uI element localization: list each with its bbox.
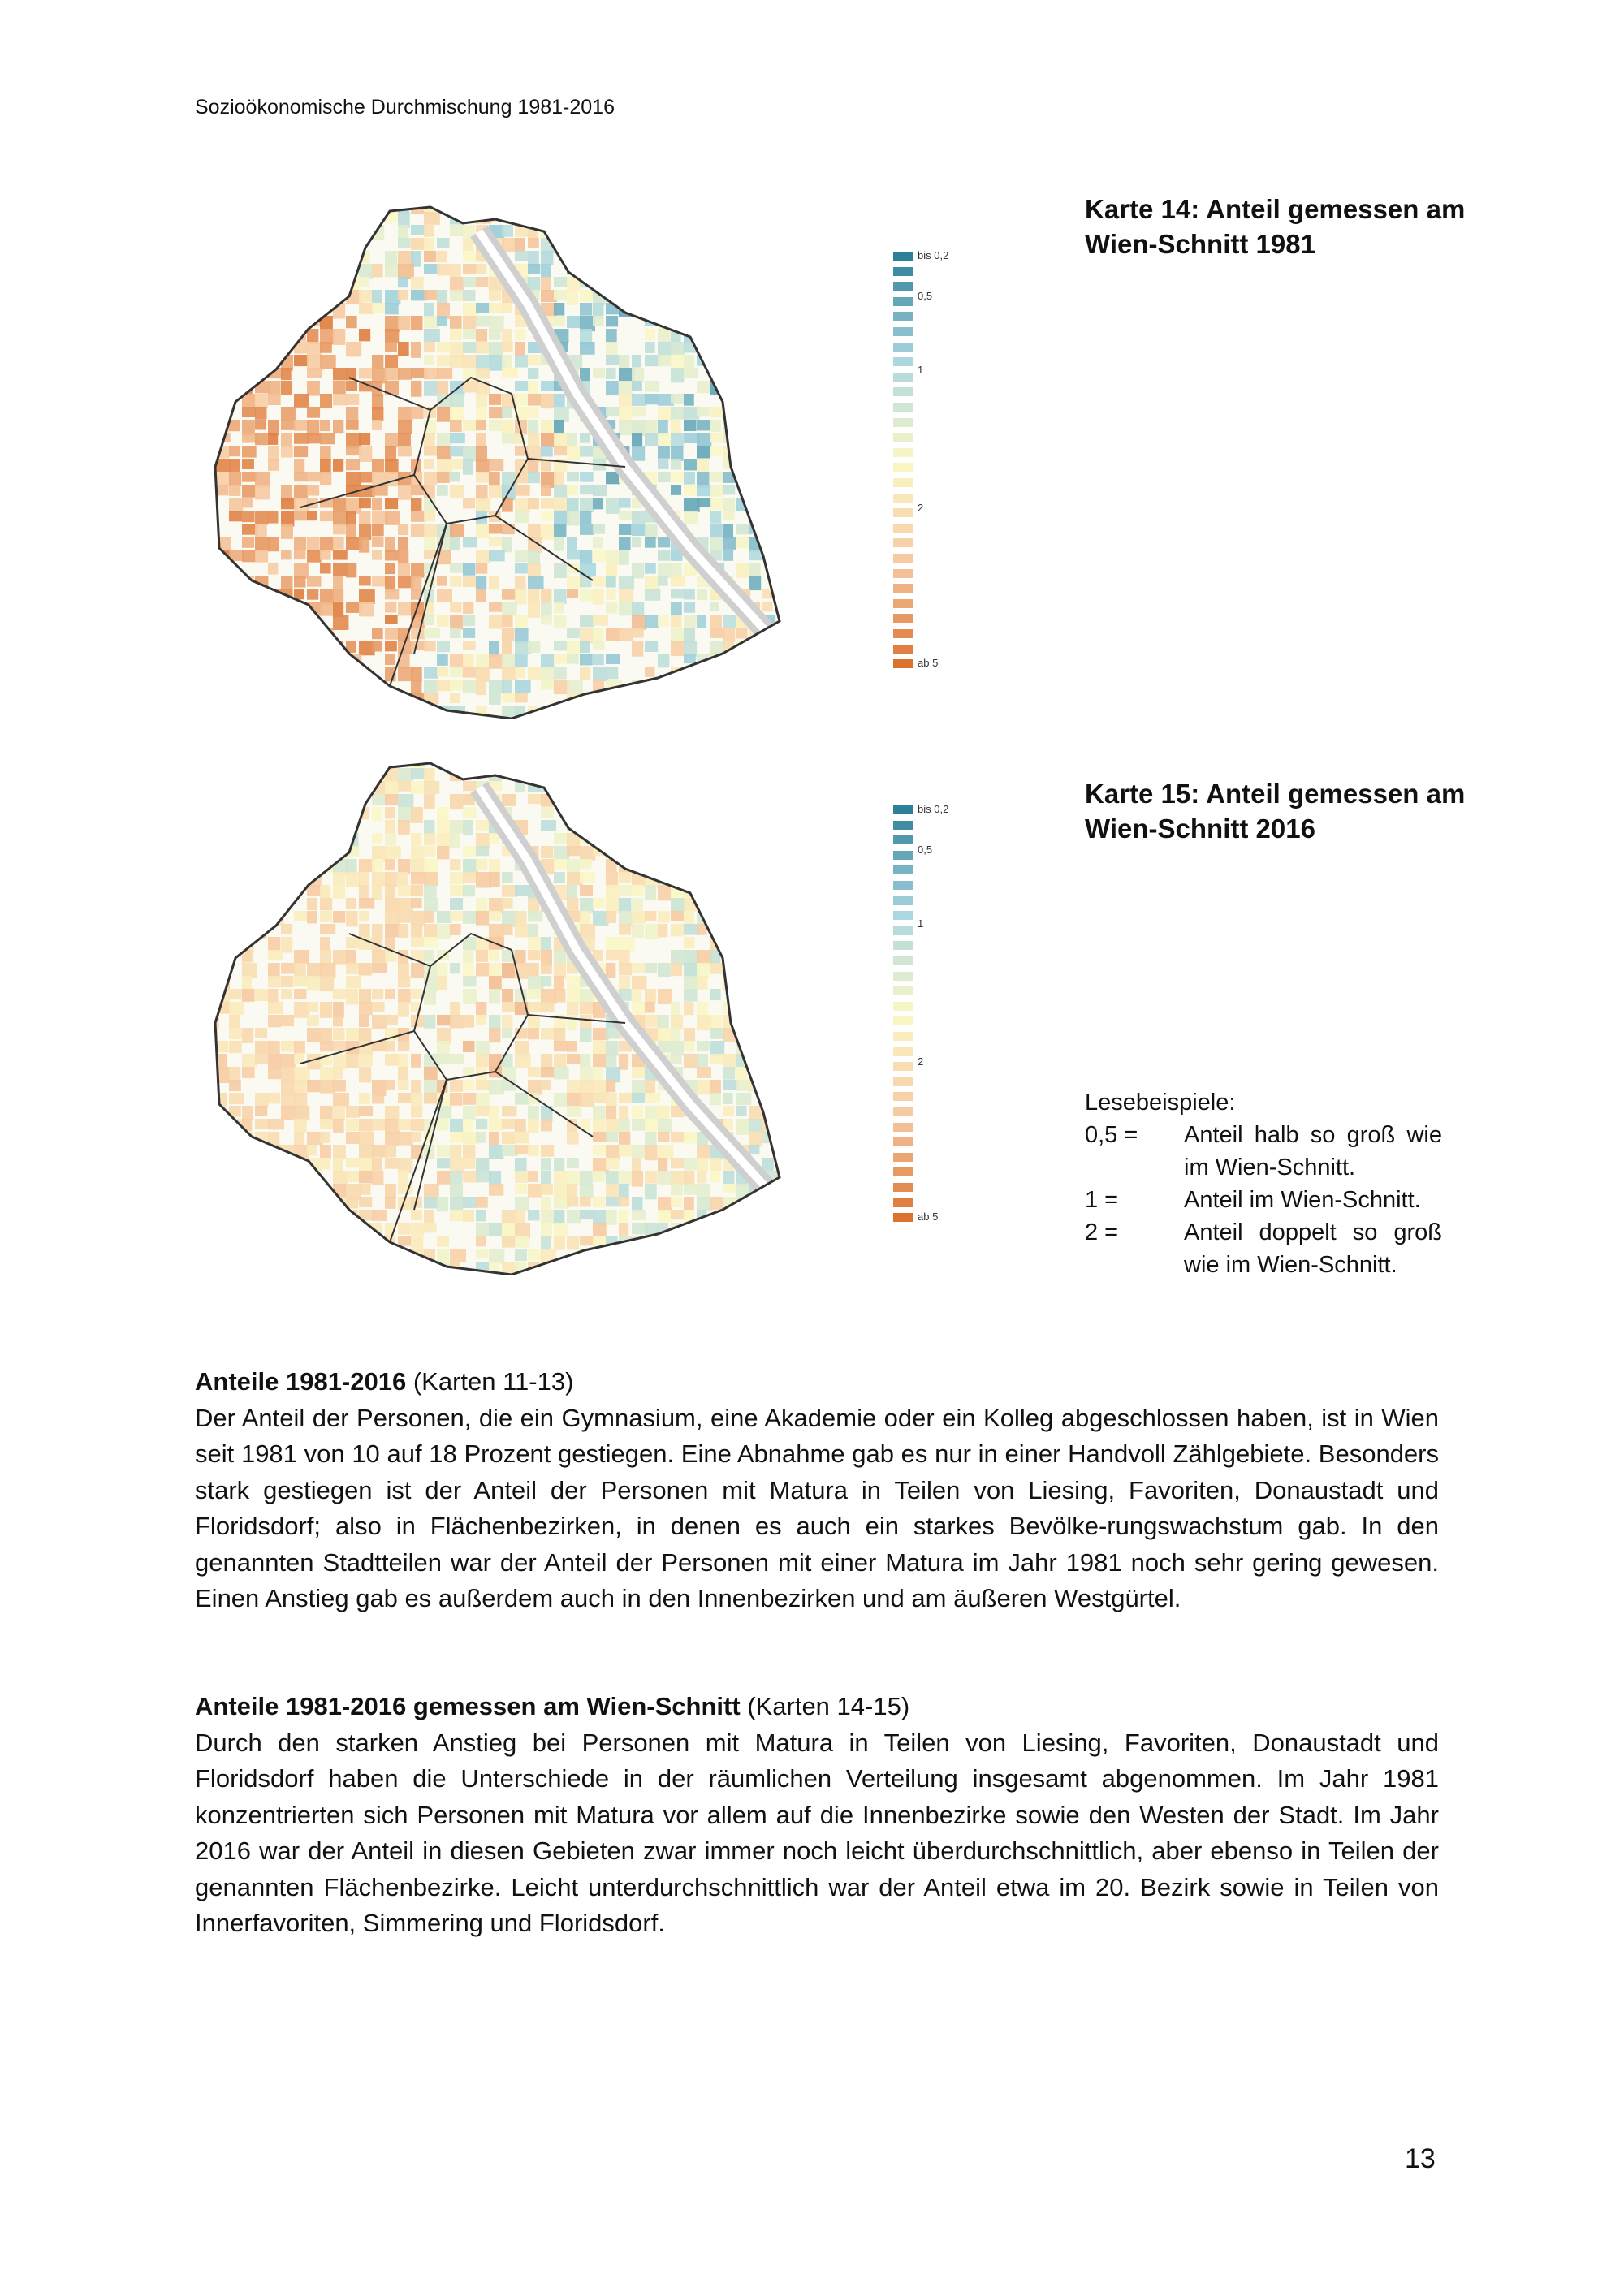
legend-swatch xyxy=(893,478,913,487)
legend-label: bis 0,2 xyxy=(918,249,949,261)
map-karte-15 xyxy=(203,755,828,1275)
legend-swatch xyxy=(893,645,913,654)
legend-swatch xyxy=(893,851,913,860)
legend-swatch xyxy=(893,1107,913,1116)
legend-label: 0,5 xyxy=(918,290,933,303)
legend-label: ab 5 xyxy=(918,657,939,670)
legend-swatch xyxy=(893,926,913,935)
legend-swatch xyxy=(893,433,913,442)
legend-swatch xyxy=(893,865,913,874)
reading-example-text: Anteil halb so groß wie im Wien-Schnitt. xyxy=(1184,1122,1442,1180)
legend-swatch xyxy=(893,659,913,668)
reading-example-key: 1 = xyxy=(1085,1187,1119,1213)
legend-label: 1 xyxy=(918,917,924,930)
legend-label: 2 xyxy=(918,1055,924,1068)
legend-swatch xyxy=(893,508,913,517)
legend-swatch xyxy=(893,1123,913,1132)
reading-examples-title: Lesebeispiele: xyxy=(1085,1090,1236,1116)
legend-swatch xyxy=(893,1062,913,1071)
reading-example-row xyxy=(1085,1119,1442,1184)
legend-swatch xyxy=(893,1002,913,1011)
legend-swatch xyxy=(893,343,913,352)
reading-example-text: Anteil im Wien-Schnitt. xyxy=(1184,1187,1421,1213)
reading-example-row xyxy=(1085,1184,1442,1216)
section-ref: (Karten 11-13) xyxy=(406,1367,574,1396)
legend-swatch xyxy=(893,1077,913,1086)
legend-swatch xyxy=(893,494,913,503)
legend-swatch xyxy=(893,282,913,291)
section-ref: (Karten 14-15) xyxy=(740,1692,910,1720)
legend-swatch xyxy=(893,312,913,321)
legend-swatch xyxy=(893,373,913,382)
reading-example-key: 0,5 = xyxy=(1085,1122,1138,1148)
legend-swatch xyxy=(893,599,913,608)
legend-swatch xyxy=(893,327,913,336)
legend-swatch xyxy=(893,267,913,276)
reading-example-row xyxy=(1085,1216,1442,1281)
section-anteile-wien-schnitt xyxy=(195,1689,1439,1942)
legend-swatch xyxy=(893,524,913,533)
section-heading: Anteile 1981-2016 gemessen am Wien-Schnitt xyxy=(195,1692,741,1720)
legend-swatch xyxy=(893,297,913,306)
legend-swatch xyxy=(893,956,913,965)
legend-swatch xyxy=(893,1183,913,1192)
legend-swatch xyxy=(893,1032,913,1041)
legend-swatch xyxy=(893,986,913,995)
legend-swatch xyxy=(893,941,913,950)
legend-label: 2 xyxy=(918,502,924,515)
legend-swatch xyxy=(893,1198,913,1207)
legend-swatch xyxy=(893,569,913,578)
running-header: Sozioökonomische Durchmischung 1981-2016 xyxy=(195,96,615,119)
map-legend-15 xyxy=(893,805,1056,1244)
page-number: 13 xyxy=(1405,2143,1436,2174)
legend-swatch xyxy=(893,418,913,427)
map-title-15: Karte 15: Anteil gemessen am Wien-Schnitt 2016 xyxy=(1085,779,1466,844)
legend-swatch xyxy=(893,538,913,547)
vienna-map-svg xyxy=(203,199,828,719)
legend-swatch xyxy=(893,554,913,563)
map-legend-14 xyxy=(893,249,1056,690)
legend-swatch xyxy=(893,911,913,920)
legend-swatch xyxy=(893,972,913,981)
section-body: Durch den starken Anstieg bei Personen mit Matura in Teilen von Liesing, Favoriten, Donaustadt und Floridsdorf haben die Unterschiede in der räumlichen Verteilung insgesamt abgenommen. Im Jahr 1981 konzentrierten sich Personen mit Matura vor allem auf die Innenbezirke sowie den Westen der Stadt. Im Jahr 2016 war der Anteil in diesen Gebieten zwar immer noch leicht überdurchschnittlich, aber ebenso in Teilen der genannten Flächenbezirke. Leicht unterdurchschnittlich war der Anteil etwa im 20. Bezirk sowie in Teilen von Innerfavoriten, Simmering und Floridsdorf. xyxy=(195,1728,1439,1937)
legend-swatch xyxy=(893,357,913,366)
section-anteile xyxy=(195,1364,1439,1617)
legend-label: 1 xyxy=(918,363,924,376)
reading-examples xyxy=(1085,1086,1442,1281)
map-title-14: Karte 14: Anteil gemessen am Wien-Schnitt 1981 xyxy=(1085,194,1466,259)
legend-swatch xyxy=(893,896,913,905)
legend-swatch xyxy=(893,1137,913,1146)
reading-example-key: 2 = xyxy=(1085,1219,1119,1245)
legend-swatch xyxy=(893,821,913,830)
reading-example-text: Anteil doppelt so groß wie im Wien-Schnitt. xyxy=(1184,1219,1442,1278)
legend-swatch xyxy=(893,1153,913,1162)
legend-swatch xyxy=(893,463,913,472)
legend-swatch xyxy=(893,1016,913,1025)
map-karte-14 xyxy=(203,199,828,719)
legend-swatch xyxy=(893,805,913,814)
legend-swatch xyxy=(893,387,913,396)
legend-swatch xyxy=(893,1167,913,1176)
legend-label: 0,5 xyxy=(918,844,933,857)
legend-swatch xyxy=(893,614,913,623)
vienna-map-svg xyxy=(203,755,828,1275)
legend-swatch xyxy=(893,1047,913,1056)
legend-swatch xyxy=(893,881,913,890)
section-body: Der Anteil der Personen, die ein Gymnasium, eine Akademie oder ein Kolleg abgeschlossen haben, ist in Wien seit 1981 von 10 auf 18 Prozent gestiegen. Eine Abnahme gab es nur in einer Handvoll Zählgebiete. Besonders stark gestiegen ist der Anteil der Personen mit Matura in Teilen von Liesing, Favoriten, Donaustadt und Floridsdorf; also in Flächenbezirken, in denen es auch ein starkes Bevölke-rungswachstum gab. In den genannten Stadtteilen war der Anteil der Personen mit einer Matura im Jahr 1981 noch sehr gering gewesen. Einen Anstieg gab es außerdem auch in den Innenbezirken und am äußeren Westgürtel. xyxy=(195,1403,1439,1612)
legend-swatch xyxy=(893,584,913,593)
legend-swatch xyxy=(893,252,913,261)
section-heading: Anteile 1981-2016 xyxy=(195,1367,407,1396)
legend-swatch xyxy=(893,448,913,457)
legend-swatch xyxy=(893,403,913,412)
legend-swatch xyxy=(893,1092,913,1101)
legend-swatch xyxy=(893,1213,913,1222)
legend-label: ab 5 xyxy=(918,1211,939,1224)
legend-label: bis 0,2 xyxy=(918,803,949,815)
legend-swatch xyxy=(893,629,913,638)
legend-swatch xyxy=(893,835,913,844)
